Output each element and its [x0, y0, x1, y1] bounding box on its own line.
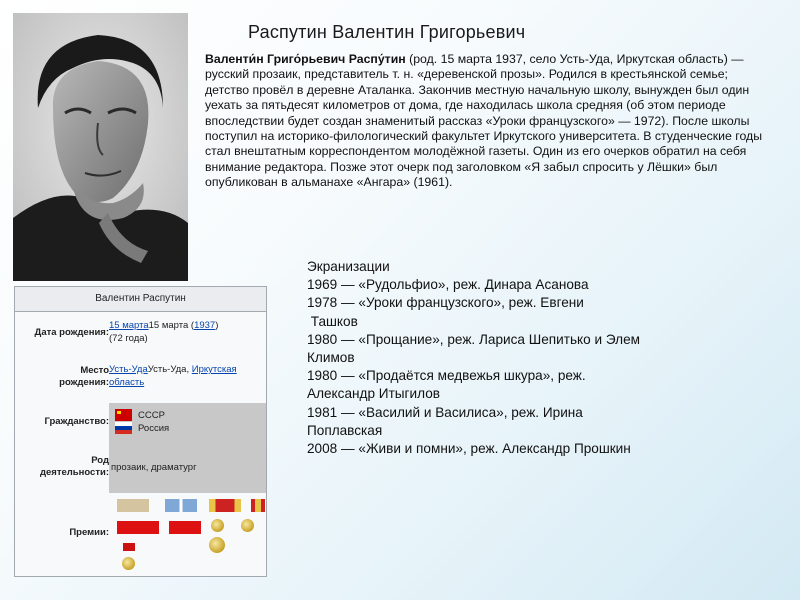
activity-label-line1: Род [91, 455, 109, 466]
citizenship-label: Гражданство: [44, 416, 109, 427]
infobox-row-citizenship [15, 403, 266, 443]
films-heading: Экранизации [307, 259, 390, 274]
medal-icon-3 [122, 557, 135, 570]
activity-value-box [109, 443, 266, 493]
award-ribbon-2 [165, 499, 197, 512]
infobox-header: Валентин Распутин [15, 287, 266, 312]
birth-place-label-line1: Место [80, 365, 109, 376]
activity-label [15, 455, 109, 479]
award-ribbon-7 [123, 543, 135, 551]
awards-value [109, 493, 266, 577]
medal-icon-4 [209, 537, 225, 553]
birth-date-link[interactable]: 15 марта [109, 320, 149, 331]
citizenship-ussr: СССР [138, 410, 165, 421]
russia-flag-icon [115, 422, 132, 434]
film-line: 1980 — «Продаётся медвежья шкура», реж. [307, 368, 586, 384]
infobox-row-birth-date [15, 311, 266, 359]
medal-icon-2 [241, 519, 254, 532]
region-link-line2[interactable]: область [109, 377, 145, 388]
author-name: Валенти́н Григо́рьевич Распу́тин [205, 52, 406, 66]
birth-place-plain: Усть-Уда, [147, 364, 192, 375]
activity-label-line2: деятельности: [39, 467, 109, 478]
film-line: Климов [307, 350, 355, 366]
page-title: Распутин Валентин Григорьевич [248, 22, 526, 42]
medal-icon-1 [211, 519, 224, 532]
birth-year-close: ) [215, 320, 219, 331]
birth-place-value [109, 363, 266, 389]
film-line: Александр Итыгилов [307, 386, 440, 402]
infobox-row-birth-place [15, 359, 266, 399]
author-portrait [13, 13, 188, 281]
award-ribbon-3 [209, 499, 241, 512]
film-line: 1980 — «Прощание», реж. Лариса Шепитько и Элем [307, 331, 640, 347]
birth-date-label: Дата рождения: [34, 327, 109, 338]
film-line: 1981 — «Василий и Василиса», реж. Ирина [307, 404, 583, 420]
infobox-row-activity [15, 443, 266, 493]
region-link[interactable]: Иркутская [191, 364, 237, 375]
awards-label: Премии: [69, 527, 109, 538]
biography-text [205, 52, 775, 191]
birth-date-plain: 15 марта [148, 320, 191, 331]
biography-body: (род. 15 марта 1937, село Усть-Уда, Иркутская область) — русский прозаик, представитель т. н. «деревенской прозы». Родился в крестьянской семье; детство провёл в деревне Аталанка. Закончив местную начальную школу, вынужден был один уехать за пятьдесят километров от дома, где находилась школа средняя (об этом периоде впоследствии будет создан знаменитый рассказ «Уроки французского» — 1972). После школы поступил на историко-филологический факультет Иркутского университета. В студенческие годы стал внештатным корреспондентом молодёжной газеты. Один из его очерков обратил на себя внимание редактора. Позже этот очерк под заголовком «Я забыл спросить у Лёшки» был опубликован в альманахе «Ангара» (1961). [205, 52, 763, 190]
citizenship-russia: Россия [138, 423, 170, 434]
birth-date-value: 15 марта15 марта (1937) (72 года) [109, 320, 219, 344]
award-ribbon-1 [117, 499, 149, 512]
award-ribbon-4 [251, 499, 265, 512]
ussr-flag-icon [115, 409, 132, 421]
film-adaptations [307, 258, 727, 458]
film-line: 1978 — «Уроки французского», реж. Евгени [307, 295, 584, 311]
film-line: Поплавская [307, 422, 383, 438]
infobox [14, 286, 267, 577]
birth-place-label [15, 365, 109, 389]
activity-value: прозаик, драматург [111, 462, 197, 473]
infobox-row-awards [15, 493, 266, 577]
birth-place-label-line2: рождения: [59, 377, 109, 388]
award-ribbon-6 [169, 521, 201, 534]
film-line: 2008 — «Живи и помни», реж. Александр Прошкин [307, 441, 631, 457]
birth-age: (72 года) [109, 333, 148, 344]
citizenship-value [109, 403, 266, 443]
award-ribbon-5 [117, 521, 159, 534]
birth-year-link[interactable]: 1937 [194, 320, 216, 331]
film-line: Ташков [307, 313, 358, 329]
birth-place-link[interactable]: Усть-Уда [109, 364, 148, 375]
film-line: 1969 — «Рудольфио», реж. Динара Асанова [307, 277, 589, 293]
